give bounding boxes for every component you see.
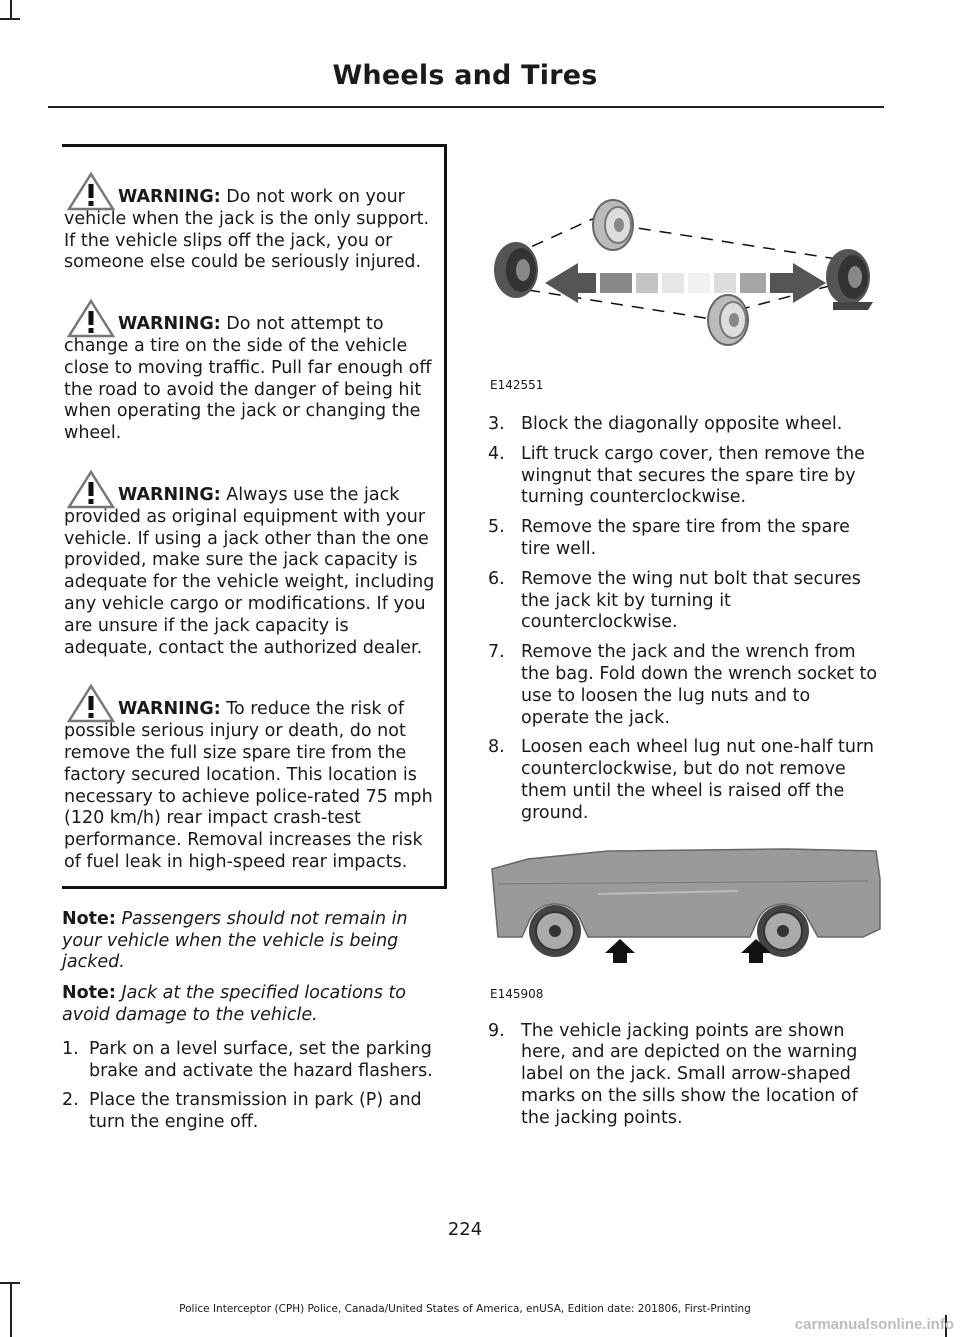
note-text: Jack at the specified locations to avoid damage to the vehicle.	[62, 983, 407, 1025]
jacking-point-arrow-icon	[605, 939, 635, 963]
warning-text: Do not work on your vehicle when the jack is the only support. If the vehicle slips off the jack, you or someone else could be seriously injured.	[64, 187, 430, 273]
step-number: 1.	[62, 1038, 79, 1059]
step-number: 4.	[488, 443, 505, 464]
step-text: Remove the jack and the wrench from the bag. Fold down the wrench socket to use to loosen the lug nuts and to operate the jack.	[521, 642, 878, 728]
steps-list	[62, 1039, 446, 1134]
crop-mark	[10, 0, 12, 20]
figure-jacking-points	[488, 839, 883, 1001]
list-item	[488, 737, 883, 824]
list-item	[488, 642, 883, 729]
left-column	[62, 144, 446, 1142]
header-divider	[48, 106, 884, 108]
note-label: Note:	[62, 983, 116, 1004]
diagonal-wheel-illustration	[488, 180, 883, 370]
tire-icon	[494, 242, 538, 298]
warning-triangle-icon	[66, 171, 116, 213]
note-paragraph	[62, 983, 450, 1027]
vehicle-side-illustration	[488, 839, 883, 999]
warning-triangle-icon	[66, 683, 116, 725]
footer-edition: Police Interceptor (CPH) Police, Canada/United States of America, enUSA, Edition date: 201806, First-Printing	[179, 1303, 751, 1315]
step-number: 5.	[488, 517, 505, 538]
warning-text: To reduce the risk of possible serious injury or death, do not remove the full size spare tire from the factory secured location. This location is necessary to achieve police-rated 75 mph (120 km/h) rear impact crash-test performance. Removal increases the risk of fuel leak in high-speed rear impacts.	[64, 699, 433, 872]
step-text: The vehicle jacking points are shown here, and are depicted on the warning label on the jack. Small arrow-shaped marks on the sills show the location of the jacking points.	[521, 1020, 858, 1128]
list-item	[488, 444, 883, 509]
list-item	[488, 1021, 883, 1130]
step-text: Remove the wing nut bolt that secures the jack kit by turning it counterclockwise.	[521, 568, 861, 633]
warning-text: Always use the jack provided as original equipment with your vehicle. If using a jack other than the one provided, make sure the jack capacity is adequate for the vehicle weight, including any vehicle cargo or modifications. If you are unsure if the jack capacity is adequate, contact the authorized dealer.	[64, 484, 435, 658]
warning-text: Do not attempt to change a tire on the side of the vehicle close to moving traffic. Pull far enough off the road to avoid the danger of being hit when operating the jack or changing the wheel.	[64, 314, 432, 444]
step-text: Remove the spare tire from the spare tire well.	[521, 517, 850, 559]
warning-label: WARNING:	[118, 699, 221, 720]
warning-triangle-icon	[66, 469, 116, 511]
double-arrow-icon	[545, 263, 826, 303]
step-number: 6.	[488, 568, 505, 589]
step-text: Park on a level surface, set the parking brake and activate the hazard flashers.	[89, 1038, 433, 1081]
crop-mark	[0, 18, 20, 20]
step-number: 9.	[488, 1020, 505, 1041]
list-item	[488, 414, 883, 436]
figure-code: E145908	[490, 986, 544, 1001]
wheel-icon	[529, 905, 581, 957]
page-number: 224	[447, 1219, 483, 1240]
warning-item	[64, 314, 438, 445]
note-paragraph	[62, 909, 450, 974]
step-text: Loosen each wheel lug nut one-half turn counterclockwise, but do not remove them until the wheel is raised off the ground.	[521, 737, 874, 823]
steps-list	[488, 1021, 883, 1130]
right-column	[488, 180, 883, 1138]
note-text: Passengers should not remain in your vehicle when the vehicle is being jacked.	[62, 908, 408, 973]
warning-box	[62, 144, 447, 889]
step-number: 8.	[488, 737, 505, 758]
list-item	[62, 1090, 446, 1134]
note-label: Note:	[62, 908, 116, 929]
tire-icon	[708, 295, 748, 345]
warning-label: WARNING:	[118, 484, 221, 505]
warning-triangle-icon	[66, 298, 116, 340]
tire-icon	[826, 249, 873, 310]
steps-list	[488, 414, 883, 825]
list-item	[488, 569, 883, 634]
list-item	[62, 1039, 446, 1083]
step-text: Lift truck cargo cover, then remove the wingnut that secures the spare tire by turning counterclockwise.	[521, 443, 865, 508]
warning-item	[64, 699, 438, 873]
watermark: carmanualsonline.info	[794, 1316, 954, 1333]
warning-item	[64, 187, 438, 274]
step-number: 2.	[62, 1090, 79, 1111]
step-number: 7.	[488, 642, 505, 663]
figure-code: E142551	[490, 378, 544, 392]
step-number: 3.	[488, 414, 505, 434]
tire-icon	[593, 200, 633, 250]
step-text: Block the diagonally opposite wheel.	[521, 414, 843, 434]
crop-mark	[0, 1282, 20, 1284]
list-item	[488, 517, 883, 561]
page-title: Wheels and Tires	[332, 60, 598, 91]
figure-diagonal-wheel	[488, 180, 883, 392]
warning-label: WARNING:	[118, 187, 221, 207]
warning-item	[64, 485, 438, 659]
warning-label: WARNING:	[118, 314, 221, 335]
step-text: Place the transmission in park (P) and turn the engine off.	[89, 1090, 422, 1133]
